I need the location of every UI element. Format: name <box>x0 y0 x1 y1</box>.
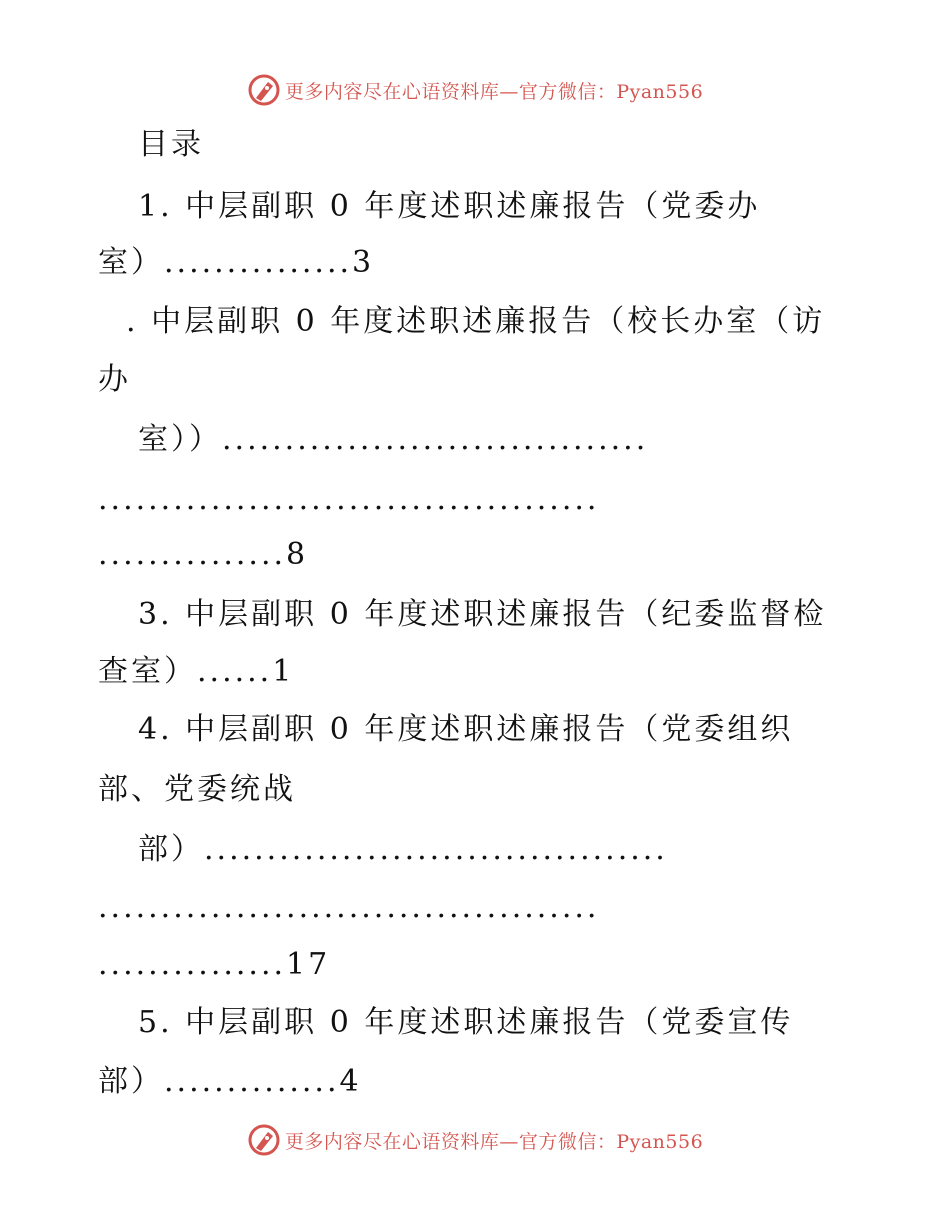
toc-entry-4-line-2[interactable]: 部、党委统战 <box>98 772 296 807</box>
toc-heading: 目录 <box>138 127 204 162</box>
toc-entry-5-line-2[interactable]: 部）..............4 <box>98 1064 362 1099</box>
watermark-banner-top <box>0 70 950 110</box>
toc-entry-1-line-1[interactable]: 1. 中层副职 0 年度述职述廉报告（党委办 <box>138 189 761 224</box>
toc-entry-4-line-5[interactable]: ...............17 <box>98 947 331 982</box>
toc-entry-2-line-4[interactable]: ........................................ <box>98 482 600 517</box>
watermark-banner-bottom <box>0 1120 950 1160</box>
pen-nib-logo-icon <box>247 73 281 107</box>
toc-entry-2-line-3[interactable]: 室））.................................. <box>138 422 649 457</box>
toc-entry-1-line-2[interactable]: 室）...............3 <box>98 245 375 280</box>
toc-entry-2-line-1[interactable]: . 中层副职 0 年度述职述廉报告（校长办室（访 <box>126 304 826 339</box>
toc-entry-5-line-1[interactable]: 5. 中层副职 0 年度述职述廉报告（党委宣传 <box>138 1005 794 1040</box>
toc-entry-2-line-5[interactable]: ...............8 <box>98 537 309 572</box>
watermark-text: 更多内容尽在心语资料库—官方微信：Pyan556 <box>284 1130 704 1153</box>
pen-nib-logo-icon <box>247 1123 281 1157</box>
toc-entry-4-line-3[interactable]: 部）..................................... <box>138 832 668 867</box>
watermark-text: 更多内容尽在心语资料库—官方微信：Pyan556 <box>284 80 704 103</box>
toc-entry-3-line-2[interactable]: 查室）......1 <box>98 654 295 689</box>
toc-entry-3-line-1[interactable]: 3. 中层副职 0 年度述职述廉报告（纪委监督检 <box>138 597 827 632</box>
toc-entry-2-line-2[interactable]: 办 <box>98 362 131 397</box>
toc-entry-4-line-1[interactable]: 4. 中层副职 0 年度述职述廉报告（党委组织 <box>138 712 794 747</box>
toc-entry-4-line-4[interactable]: ........................................ <box>98 890 600 925</box>
